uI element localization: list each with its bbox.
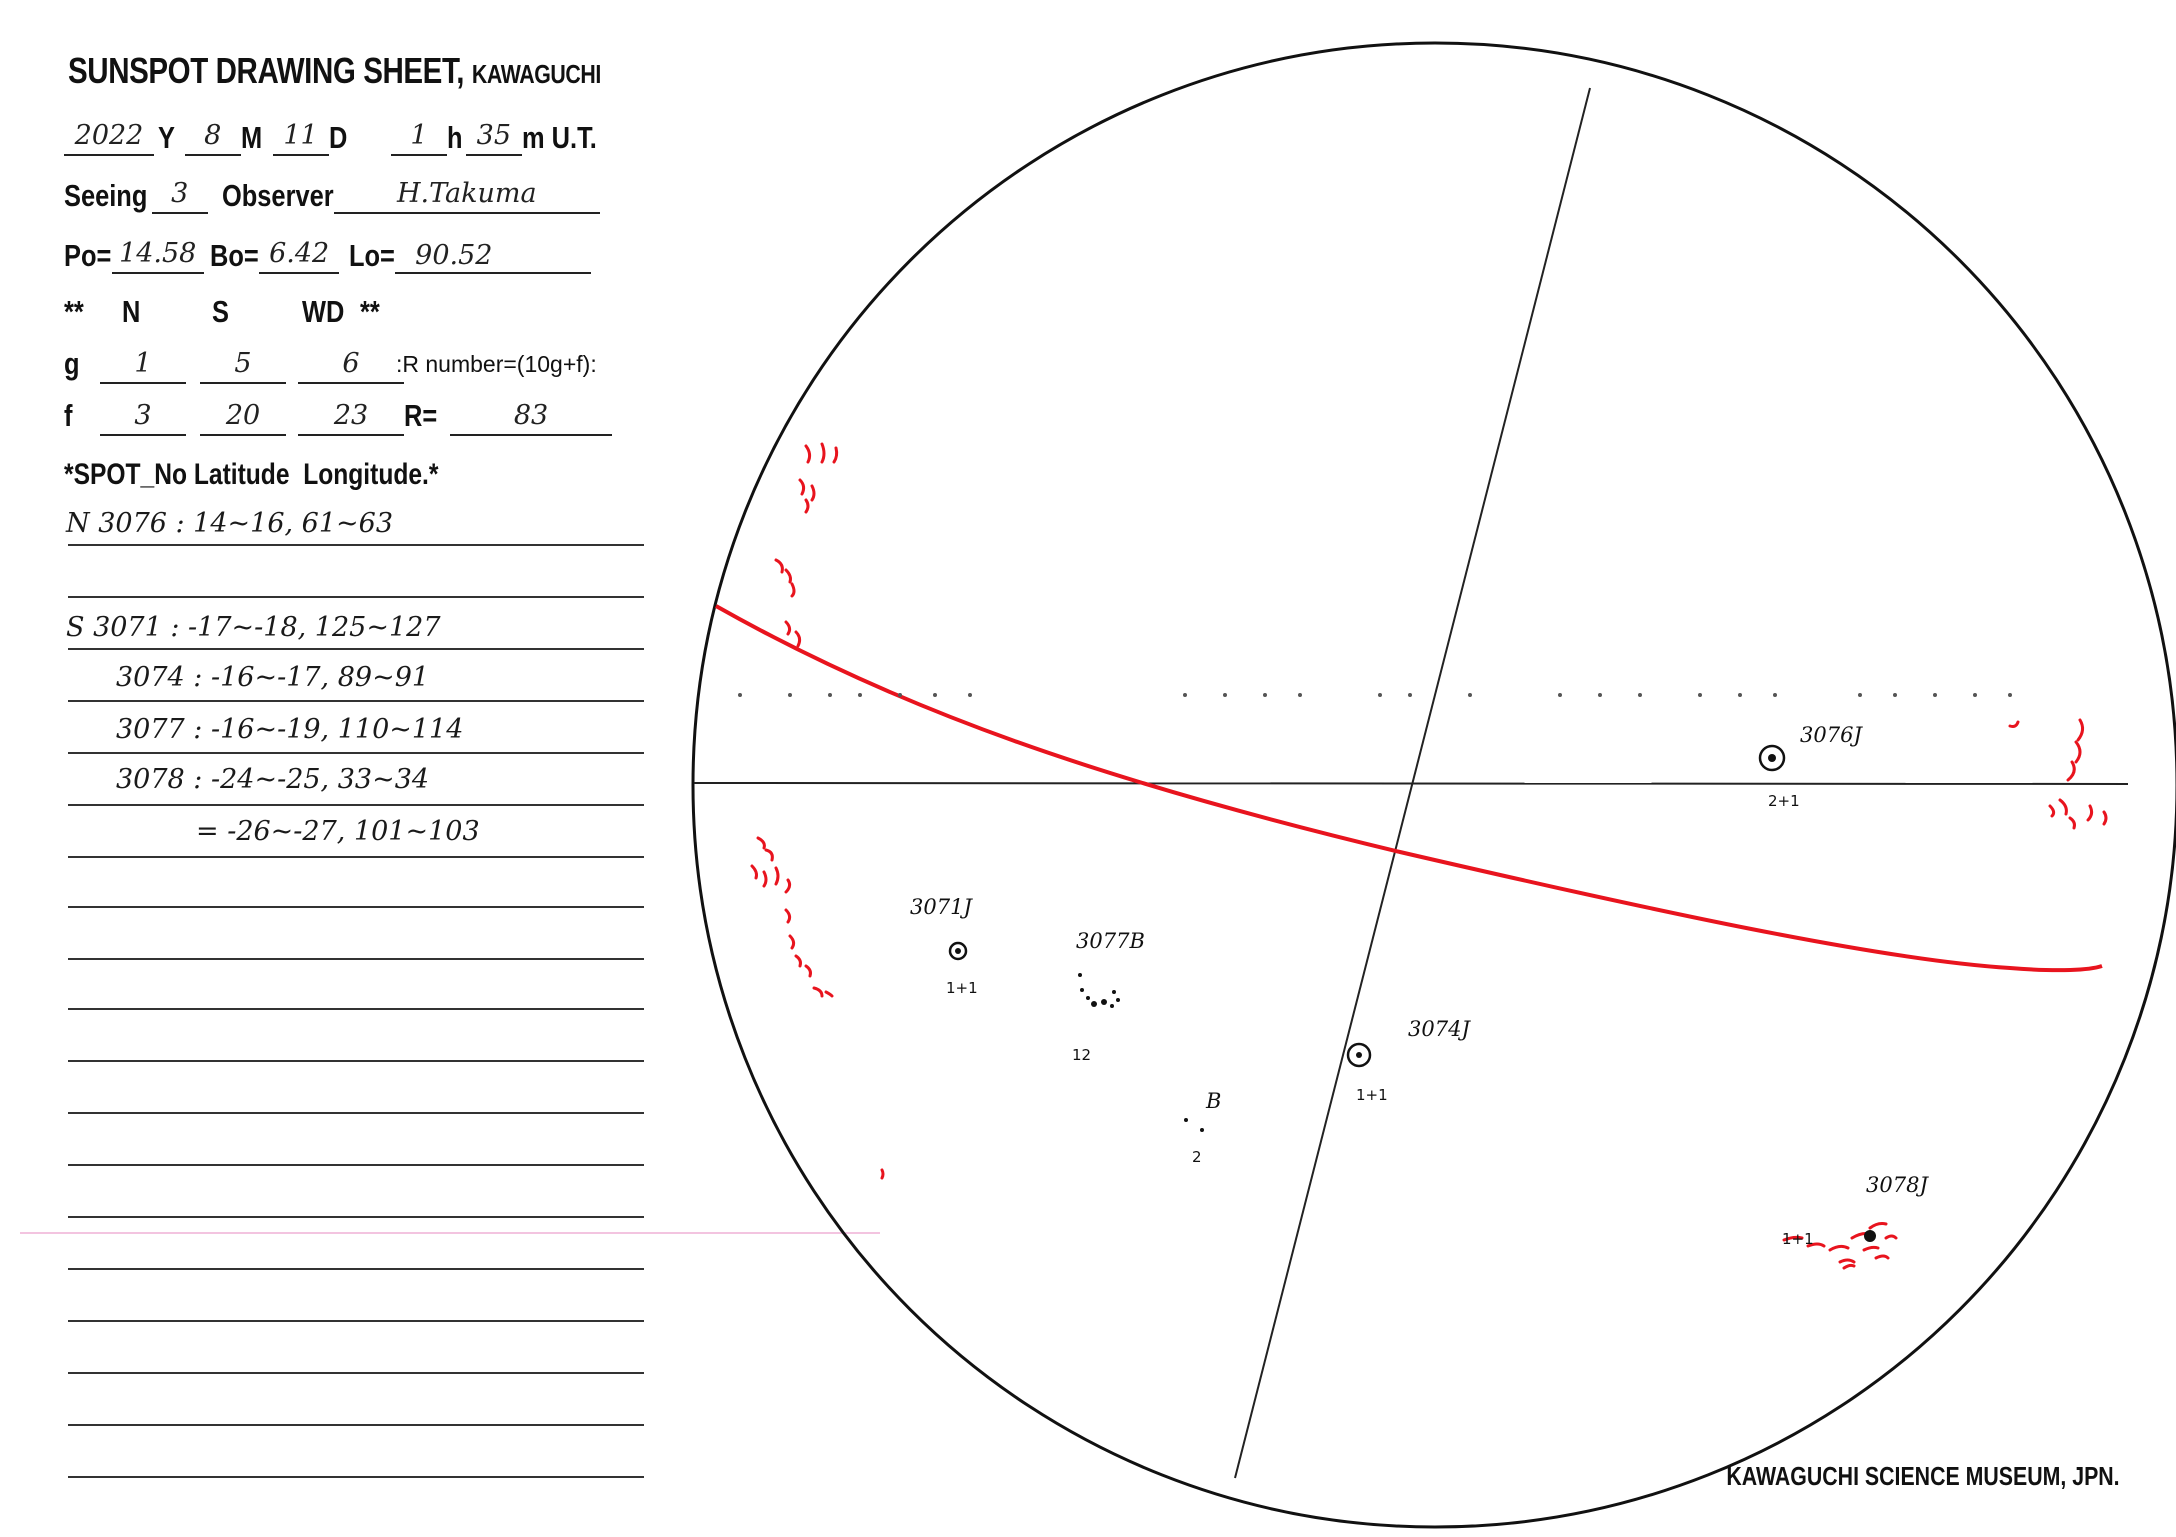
group-b — [1184, 1089, 1221, 1166]
hour-field[interactable]: 1 — [391, 118, 447, 156]
label-3076: 3076J — [1800, 723, 1862, 747]
day-field[interactable]: 11 — [273, 118, 329, 156]
count-3074: 1+1 — [1356, 1086, 1388, 1104]
count-3076: 2+1 — [1768, 792, 1800, 810]
f-label: f — [64, 398, 73, 433]
label-3077: 3077B — [1076, 929, 1145, 953]
spot-entry: N 3076 : 14~16, 61~63 — [66, 508, 394, 539]
count-b: 2 — [1192, 1148, 1202, 1166]
spot-3074-umbra — [1356, 1052, 1362, 1058]
f-n-field[interactable]: 3 — [100, 398, 186, 436]
group-3077 — [1072, 929, 1145, 1064]
hour-unit: h — [446, 120, 463, 155]
seeing-field[interactable]: 3 — [152, 176, 208, 214]
g-label: g — [64, 346, 80, 381]
g-s-field[interactable]: 5 — [200, 346, 286, 384]
spot-3071-umbra — [955, 948, 961, 954]
year-unit: Y — [158, 120, 175, 155]
label-b: B — [1206, 1089, 1222, 1113]
seeing-label: Seeing — [64, 178, 148, 213]
label-3078: 3078J — [1866, 1173, 1928, 1197]
counts-header-left: ** — [64, 294, 84, 329]
bo-label: Bo= — [209, 238, 259, 273]
bo-field[interactable]: 6.42 — [259, 236, 339, 274]
title-main: SUNSPOT DRAWING SHEET, — [68, 50, 465, 91]
r-field[interactable]: 83 — [450, 398, 612, 436]
observer-label: Observer — [221, 178, 334, 213]
faculae-east-limb — [752, 444, 883, 1178]
count-3078: 1+1 — [1782, 1230, 1814, 1248]
f-s-field[interactable]: 20 — [200, 398, 286, 436]
counts-header-right: ** — [360, 294, 380, 329]
counts-header-s: S — [212, 294, 229, 329]
title-place: KAWAGUCHI — [471, 59, 601, 89]
lo-field[interactable]: 90.52 — [395, 238, 591, 274]
counts-header-n: N — [122, 294, 141, 329]
spot-table-header: *SPOT_No Latitude Longitude.* — [64, 458, 439, 491]
count-3077: 12 — [1072, 1046, 1092, 1064]
counts-header-wd: WD — [302, 294, 345, 329]
minute-unit: m U.T. — [521, 120, 597, 155]
group-3076 — [1760, 723, 1863, 810]
po-label: Po= — [64, 238, 112, 273]
lo-label: Lo= — [349, 238, 396, 273]
spot-entry: 3074 : -16~-17, 89~91 — [116, 662, 430, 693]
spots-3077 — [1078, 973, 1120, 1008]
day-unit: D — [328, 120, 347, 155]
east-west-line — [694, 783, 2128, 784]
count-3071: 1+1 — [946, 979, 978, 997]
reference-dot-row — [738, 693, 2012, 697]
spot-entry: 3078 : -24~-25, 33~34 — [116, 764, 430, 795]
minute-field[interactable]: 35 — [466, 118, 522, 156]
g-wd-field[interactable]: 6 — [298, 346, 404, 384]
f-wd-field[interactable]: 23 — [298, 398, 404, 436]
month-unit: M — [240, 120, 262, 155]
spot-entry: = -26~-27, 101~103 — [196, 816, 480, 847]
spot-b-2 — [1200, 1128, 1204, 1132]
spot-b-1 — [1184, 1118, 1188, 1122]
r-formula: :R number=(10g+f): — [396, 351, 597, 377]
spot-3078-umbra — [1864, 1230, 1876, 1242]
museum-footer: KAWAGUCHI SCIENCE MUSEUM, JPN. — [1726, 1461, 2120, 1491]
spot-3076-umbra — [1768, 754, 1776, 762]
label-3074: 3074J — [1408, 1017, 1470, 1041]
g-n-field[interactable]: 1 — [100, 346, 186, 384]
group-3071 — [910, 895, 978, 997]
r-label: R= — [404, 398, 438, 433]
observer-field[interactable]: H.Takuma — [334, 176, 600, 214]
spot-entry: S 3071 : -17~-18, 125~127 — [66, 612, 441, 643]
month-field[interactable]: 8 — [185, 118, 241, 156]
spot-entry: 3077 : -16~-19, 110~114 — [116, 714, 464, 745]
year-field[interactable]: 2022 — [64, 118, 154, 156]
label-3071: 3071J — [910, 895, 972, 919]
group-3074 — [1348, 1017, 1471, 1104]
solar-limb — [693, 43, 2176, 1527]
po-field[interactable]: 14.58 — [112, 236, 204, 274]
